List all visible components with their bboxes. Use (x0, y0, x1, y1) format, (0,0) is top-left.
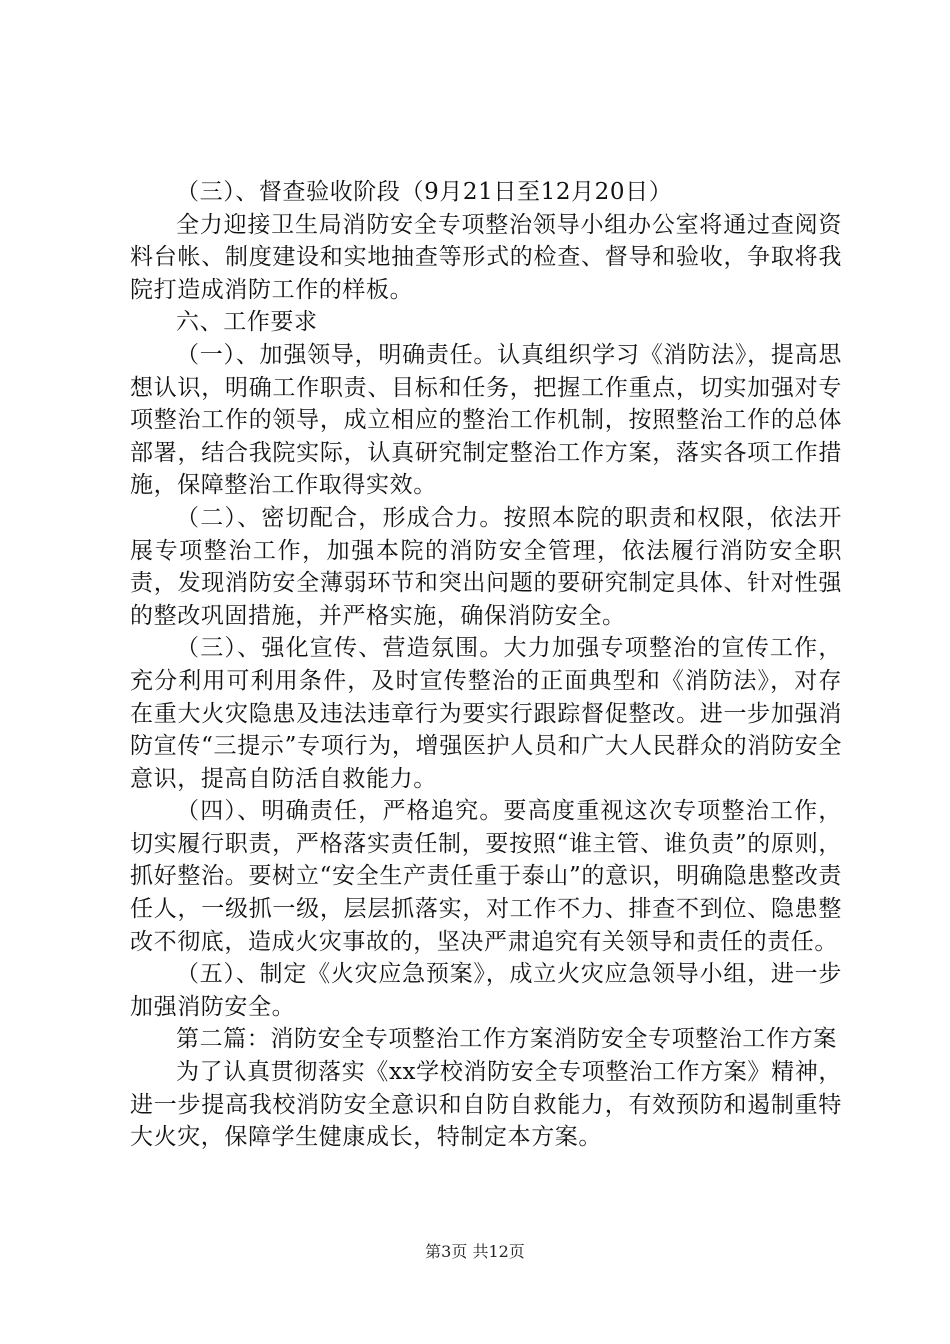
paragraph-inspection-acceptance: 全力迎接卫生局消防安全专项整治领导小组办公室将通过查阅资料台帐、制度建设和实地抽查等形式的检查、督导和验收，争取将我院打造成消防工作的样板。 (130, 211, 842, 303)
paragraph-requirement-5: （五）、制定《火灾应急预案》，成立火灾应急领导小组，进一步加强消防安全。 (130, 961, 842, 1020)
paragraph-requirement-1: （一）、加强领导，明确责任。认真组织学习《消防法》，提高思想认识，明确工作职责、目标和任务，把握工作重点，切实加强对专项整治工作的领导，成立相应的整治工作机制，按照整治工作的总体部署，结合我院实际，认真研究制定整治工作方案，落实各项工作措施，保障整治工作取得实效。 (130, 341, 842, 499)
paragraph-requirement-4: （四）、明确责任，严格追究。要高度重视这次专项整治工作，切实履行职责，严格落实责任制，要按照“谁主管、谁负责”的原则，抓好整治。要树立“安全生产责任重于泰山”的意识，明确隐患整改责任人，一级抓一级，层层抓落实，对工作不力、排查不到位、隐患整改不彻底，造成火灾事故的，坚决严肃追究有关领导和责任的责任。 (130, 798, 842, 955)
chapter-title-part-two: 第二篇：消防安全专项整治工作方案消防安全专项整治工作方案 (176, 1026, 837, 1053)
document-body (130, 176, 842, 1154)
page-number-footer: 第3页 共12页 (425, 1242, 525, 1261)
section-heading-work-requirements: 六、工作要求 (176, 309, 318, 336)
paragraph-plan-purpose: 为了认真贯彻落实《xx学校消防安全专项整治工作方案》精神，进一步提高我校消防安全意识和自防自救能力，有效预防和遏制重特大火灾，保障学生健康成长，特制定本方案。 (130, 1059, 842, 1151)
paragraph-requirement-3: （三）、强化宣传、营造氛围。大力加强专项整治的宣传工作，充分利用可利用条件，及时宣传整治的正面典型和《消防法》，对存在重大火灾隐患及违法违章行为要实行跟踪督促整改。进一步加强消防宣传“三提示”专项行为，增强医护人员和广大人民群众的消防安全意识，提高自防活自救能力。 (130, 635, 842, 792)
paragraph-supervision-stage: （三）、督查验收阶段（9月21日至12月20日） (176, 179, 673, 205)
paragraph-requirement-2: （二）、密切配合，形成合力。按照本院的职责和权限，依法开展专项整治工作，加强本院的消防安全管理，依法履行消防安全职责，发现消防安全薄弱环节和突出问题的要研究制定具体、针对性强的整改巩固措施，并严格实施，确保消防安全。 (130, 504, 842, 629)
